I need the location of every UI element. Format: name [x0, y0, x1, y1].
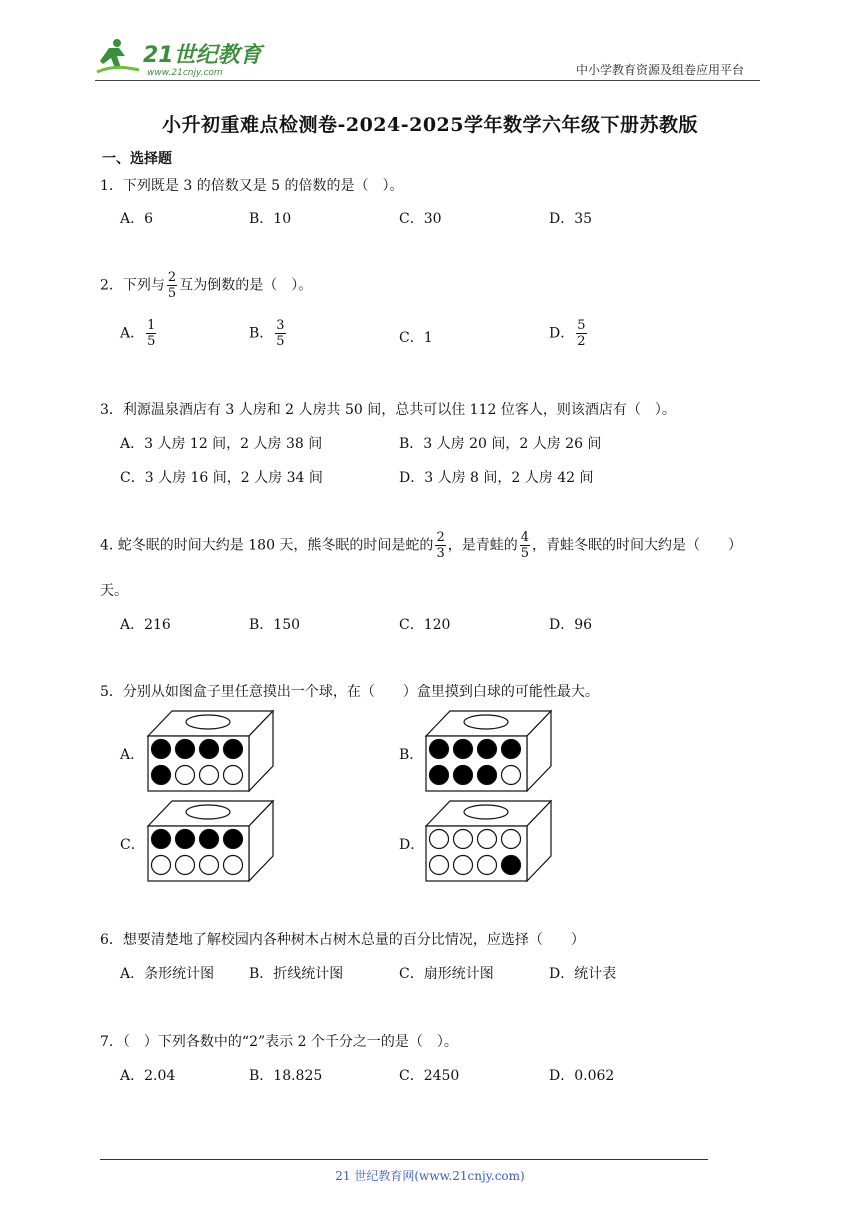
white-ball: [430, 830, 449, 849]
page-title: 小升初重难点检测卷-2024-2025学年数学六年级下册苏教版: [161, 114, 699, 136]
black-ball: [502, 740, 521, 759]
question-4-stem-line2: 天。: [100, 583, 128, 599]
footer-divider: [100, 1159, 708, 1160]
q1-option-c[interactable]: C．30: [399, 211, 442, 227]
white-ball: [478, 830, 497, 849]
white-ball: [176, 766, 195, 785]
q3-option-a[interactable]: A．3 人房 12 间，2 人房 38 间: [120, 436, 323, 452]
black-ball: [224, 740, 243, 759]
black-ball: [152, 766, 171, 785]
q4-option-b[interactable]: B．150: [249, 617, 301, 633]
white-ball: [152, 856, 171, 875]
q2-stem-after: 互为倒数的是（ ）。: [179, 277, 313, 294]
runner-icon: [97, 39, 139, 72]
question-4-stem: [100, 530, 742, 561]
black-ball: [430, 766, 449, 785]
box-opening: [186, 715, 230, 729]
white-ball: [224, 766, 243, 785]
q4-option-c[interactable]: C．120: [399, 617, 451, 633]
question-3-stem: 3．利源温泉酒店有 3 人房和 2 人房共 50 间，总共可以住 112 位客人，则该酒店有（ ）。: [100, 402, 676, 418]
q6-option-d[interactable]: D．统计表: [549, 966, 617, 982]
q4-fraction-2-den: 5: [520, 546, 529, 561]
q2-option-b-num: 3: [276, 318, 285, 333]
q4-fraction-2: [520, 530, 530, 561]
q7-option-b[interactable]: B．18.825: [249, 1068, 323, 1084]
q2-option-b-den: 5: [276, 334, 285, 349]
q2-option-d[interactable]: [549, 318, 589, 349]
white-ball: [176, 856, 195, 875]
q5-option-b[interactable]: B．: [399, 747, 424, 763]
q1-option-b[interactable]: B．10: [249, 211, 292, 227]
header-platform-text: 中小学教育资源及组卷应用平台: [576, 63, 745, 77]
q2-option-b[interactable]: [249, 318, 288, 349]
section-heading: 一、选择题: [102, 151, 172, 167]
white-ball: [502, 830, 521, 849]
q5-option-a[interactable]: A．: [120, 747, 145, 763]
q2-option-d-fraction: [576, 318, 586, 349]
q2-option-a-num: 1: [147, 318, 156, 333]
q2-option-a-fraction: [146, 318, 156, 349]
q4-option-a[interactable]: A．216: [120, 617, 171, 633]
q6-option-c[interactable]: C．扇形统计图: [399, 966, 494, 982]
white-ball: [224, 856, 243, 875]
q2-option-a-label: A．: [120, 325, 145, 342]
black-ball: [224, 830, 243, 849]
q5-option-c[interactable]: C．: [120, 837, 145, 853]
q2-option-c[interactable]: C．1: [399, 330, 433, 346]
question-1-stem: 1．下列既是 3 的倍数又是 5 的倍数的是（ ）。: [100, 178, 404, 194]
q4-stem-a: 4. 蛇冬眠的时间大约是 180 天，熊冬眠的时间是蛇的: [100, 537, 434, 554]
question-6-stem: 6．想要清楚地了解校园内各种树木占树木总量的百分比情况，应选择（ ）: [100, 932, 585, 948]
q4-fraction-1: [435, 530, 445, 561]
logo-url: www.21cnjy.com: [147, 68, 223, 78]
site-logo: [95, 34, 265, 80]
black-ball: [502, 856, 521, 875]
q2-fraction-den: 5: [167, 286, 177, 301]
q2-option-d-label: D．: [549, 325, 575, 342]
question-5-stem: 5．分别从如图盒子里任意摸出一个球，在（ ）盒里摸到白球的可能性最大。: [100, 684, 599, 700]
q2-fraction-num: 2: [167, 270, 177, 285]
black-ball: [176, 740, 195, 759]
q4-fraction-1-den: 3: [436, 546, 445, 561]
white-ball: [454, 856, 473, 875]
q2-option-a[interactable]: [120, 318, 158, 349]
box-b-figure: [418, 708, 553, 792]
q4-fraction-1-num: 2: [436, 530, 445, 545]
box-d-figure: [418, 798, 553, 882]
black-ball: [200, 830, 219, 849]
q5-option-d[interactable]: D．: [399, 837, 425, 853]
black-ball: [176, 830, 195, 849]
q2-fraction: [167, 270, 177, 301]
q2-option-b-fraction: [275, 318, 285, 349]
logo-text: 21世纪教育: [143, 43, 262, 68]
black-ball: [478, 740, 497, 759]
q3-option-d[interactable]: D．3 人房 8 间，2 人房 42 间: [399, 470, 594, 486]
q1-option-a[interactable]: A．6: [120, 211, 154, 227]
q2-option-d-num: 5: [577, 318, 586, 333]
black-ball: [430, 740, 449, 759]
white-ball: [478, 856, 497, 875]
white-ball: [502, 766, 521, 785]
q7-option-d[interactable]: D．0.062: [549, 1068, 615, 1084]
q3-option-c[interactable]: C．3 人房 16 间，2 人房 34 间: [120, 470, 323, 486]
q4-stem-c: ，青蛙冬眠的时间大约是（ ）: [532, 537, 742, 554]
q3-option-b[interactable]: B．3 人房 20 间，2 人房 26 间: [399, 436, 602, 452]
header-divider: [95, 80, 760, 81]
white-ball: [454, 830, 473, 849]
black-ball: [454, 740, 473, 759]
box-opening: [186, 805, 230, 819]
box-a-figure: [140, 708, 275, 792]
q6-option-a[interactable]: A．条形统计图: [120, 966, 215, 982]
footer-link[interactable]: 21 世纪教育网(www.21cnjy.com): [335, 1169, 525, 1183]
q7-option-a[interactable]: A．2.04: [120, 1068, 176, 1084]
black-ball: [152, 830, 171, 849]
question-7-stem: 7．（ ）下列各数中的“2”表示 2 个千分之一的是（ ）。: [100, 1034, 458, 1050]
black-ball: [200, 740, 219, 759]
black-ball: [454, 766, 473, 785]
question-2-stem: [100, 270, 312, 301]
q2-option-d-den: 2: [577, 334, 586, 349]
black-ball: [478, 766, 497, 785]
q4-stem-b: ，是青蛙的: [447, 537, 518, 554]
q2-stem-before: 2．下列与: [100, 277, 165, 294]
box-opening: [464, 715, 508, 729]
q4-fraction-2-num: 4: [520, 530, 529, 545]
q4-option-d[interactable]: D．96: [549, 617, 593, 633]
white-ball: [200, 856, 219, 875]
black-ball: [152, 740, 171, 759]
q2-option-a-den: 5: [147, 334, 156, 349]
box-opening: [464, 805, 508, 819]
q1-option-d[interactable]: D．35: [549, 211, 593, 227]
white-ball: [200, 766, 219, 785]
white-ball: [430, 856, 449, 875]
q7-option-c[interactable]: C．2450: [399, 1068, 460, 1084]
q2-option-b-label: B．: [249, 325, 274, 342]
box-c-figure: [140, 798, 275, 882]
q6-option-b[interactable]: B．折线统计图: [249, 966, 344, 982]
